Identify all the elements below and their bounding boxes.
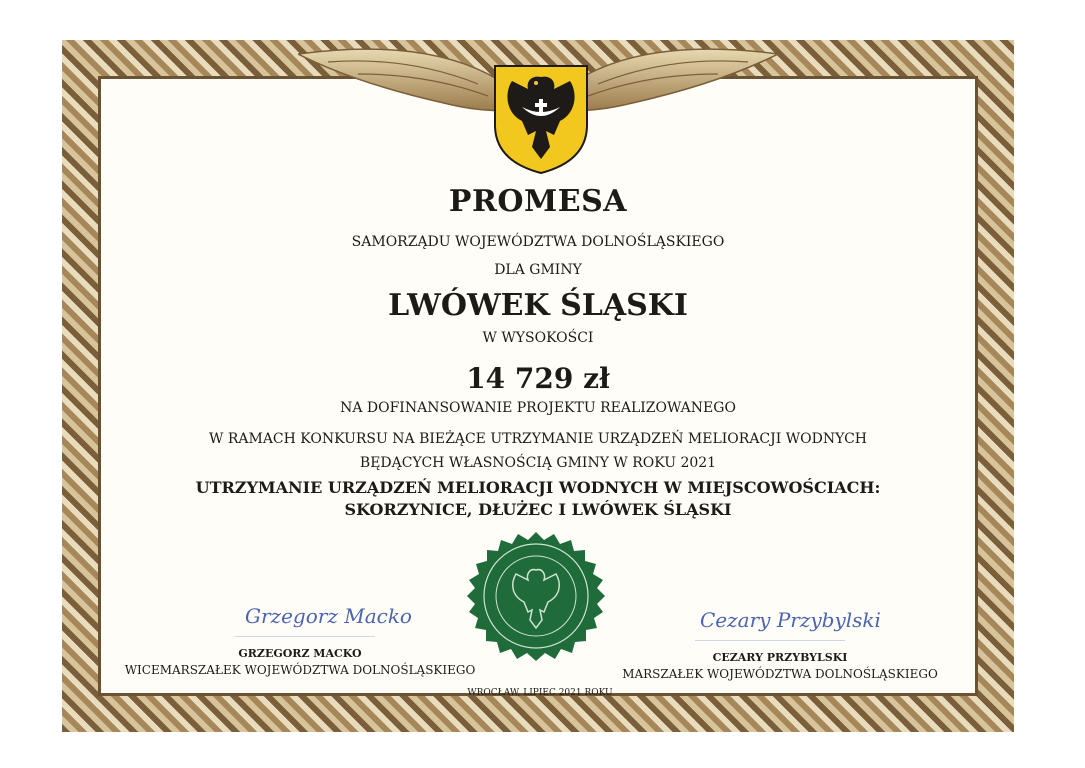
amount-label: W WYSOKOŚCI	[482, 330, 594, 346]
green-seal-icon	[466, 530, 606, 670]
place-and-date: WROCŁAW, LIPIEC 2021 ROKU	[467, 688, 613, 698]
project-title-line-1: UTRZYMANIE URZĄDZEŃ MELIORACJI WODNYCH W MIEJSCOWOŚCIACH:	[195, 478, 881, 497]
issuer-line: SAMORZĄDU WOJEWÓDZTWA DOLNOŚLĄSKIEGO	[351, 234, 725, 250]
right-signature: Cezary Przybylski	[700, 608, 881, 632]
right-signatory-name: CEZARY PRZYBYLSKI	[712, 651, 848, 664]
purpose-line-2: W RAMACH KONKURSU NA BIEŻĄCE UTRZYMANIE URZĄDZEŃ MELIORACJI WODNYCH	[209, 431, 867, 447]
left-signature: Grzegorz Macko	[245, 604, 412, 628]
purpose-line-3: BĘDĄCYCH WŁASNOŚCIĄ GMINY W ROKU 2021	[359, 455, 717, 471]
municipality-name: LWÓWEK ŚLĄSKI	[388, 288, 688, 323]
document-title: PROMESA	[448, 184, 628, 219]
eagle-coat-of-arms-icon	[492, 63, 590, 175]
purpose-line-1: NA DOFINANSOWANIE PROJEKTU REALIZOWANEGO	[340, 400, 736, 416]
project-title-line-2: SKORZYNICE, DŁUŻEC I LWÓWEK ŚLĄSKI	[344, 500, 732, 519]
grant-amount: 14 729 zł	[466, 362, 610, 395]
left-signature-line	[235, 636, 375, 637]
right-signature-line	[695, 640, 845, 641]
recipient-label: DLA GMINY	[494, 262, 582, 278]
right-signatory-role: MARSZAŁEK WOJEWÓDZTWA DOLNOŚLĄSKIEGO	[622, 667, 938, 681]
left-signatory-name: GRZEGORZ MACKO	[238, 647, 362, 660]
left-signatory-role: WICEMARSZAŁEK WOJEWÓDZTWA DOLNOŚLĄSKIEGO	[124, 663, 476, 677]
right-signatory	[620, 651, 940, 681]
left-signatory	[120, 647, 480, 677]
